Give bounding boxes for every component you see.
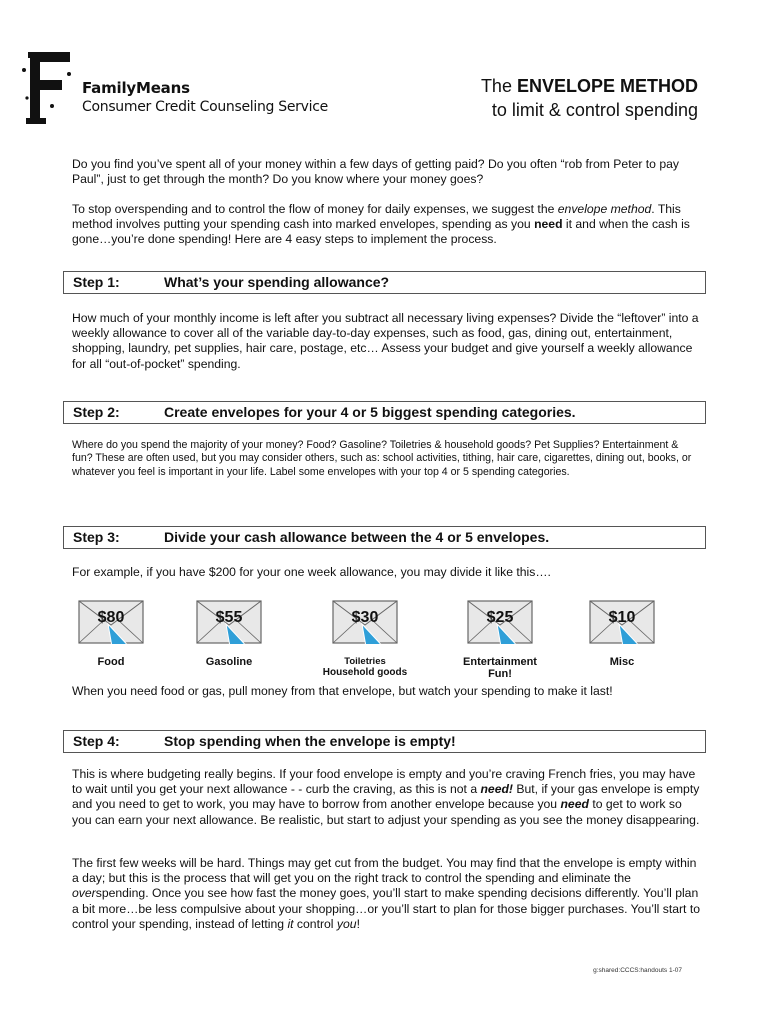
- envelope-label-line-1: Food: [97, 656, 125, 668]
- step-title: Divide your cash allowance between the 4 or 5 envelopes.: [164, 529, 550, 545]
- step-2-body: Where do you spend the majority of your money? Food? Gasoline? Toiletries & household goods? Pet Supplies? Entertainment & fun? These are often used, but you may consider others, such as: school activities, tithing, hair care, cigarettes, dining out, books, or whatever you feel is important in your life. Label some envelopes with your top 4 or 5 spending categories.: [72, 439, 692, 478]
- envelope-icon: [196, 600, 262, 644]
- page-title: The ENVELOPE METHOD: [480, 76, 698, 96]
- envelope-label: [562, 656, 682, 668]
- step-number: Step 3:: [73, 529, 120, 545]
- step-3-header: [63, 526, 706, 549]
- envelope-label-line-1: Gasoline: [205, 656, 253, 668]
- footer-path: g:shared:CCCS:handouts 1-07: [593, 967, 682, 974]
- step-2-header: [63, 401, 706, 424]
- envelope-icon: [78, 600, 144, 644]
- envelope-amount: $10: [608, 609, 636, 626]
- envelope-label-line-1: Misc: [609, 656, 635, 668]
- envelope-label: [169, 656, 289, 668]
- step-4-paragraph-2: The first few weeks will be hard. Things may get cut from the budget. You may find that the envelope is empty within a day; but this is the process that will get you on the right track to control the spending and eliminate the overspending. Once you see how fast the money goes, you’ll start to make spending decisions differently. You’ll plan a bit more…be less compulsive about your shopping…or you’ll start to plan for those bigger purchases. You’ll start to control your spending, instead of letting it control you!: [72, 856, 700, 931]
- envelope-label: [440, 656, 560, 680]
- step-title: Stop spending when the envelope is empty!: [164, 733, 456, 749]
- envelope-amount: $30: [351, 609, 379, 626]
- step-number: Step 1:: [73, 274, 120, 290]
- step-4-header: [63, 730, 706, 753]
- envelope-icon: [589, 600, 655, 644]
- envelope-label: [305, 656, 425, 678]
- familymeans-logo-icon: [22, 48, 74, 126]
- org-subtitle: Consumer Credit Counseling Service: [82, 99, 328, 115]
- envelope-label-line-2: Fun!: [488, 668, 512, 680]
- step-title: Create envelopes for your 4 or 5 biggest spending categories.: [164, 404, 576, 420]
- step-3-body: For example, if you have $200 for your one week allowance, you may divide it like this….: [72, 565, 551, 579]
- envelope-amount: $80: [97, 609, 125, 626]
- org-name: FamilyMeans: [82, 79, 190, 97]
- envelope-amount: $25: [486, 609, 514, 626]
- step-1-body: How much of your monthly income is left after you subtract all necessary living expenses? Divide the “leftover” into a weekly allowance to cover all of the variable day-to-day expenses, such as food, gas, dining out, entertainment, shopping, laundry, pet supplies, hair care, postage, etc… Assess your budget and give yourself a weekly allowance for all “out-of-pocket” spending.: [72, 311, 699, 371]
- envelope-label: [51, 656, 171, 668]
- step-3-after: When you need food or gas, pull money from that envelope, but watch your spending to make it last!: [72, 684, 613, 698]
- step-1-header: [63, 271, 706, 294]
- envelope-label-line-1: Entertainment: [463, 656, 537, 668]
- intro-paragraph-2: To stop overspending and to control the flow of money for daily expenses, we suggest the envelope method. This method involves putting your spending cash into marked envelopes, spending as you need it and when the cash is gone…you’re done spending! Here are 4 easy steps to implement the process.: [72, 202, 690, 247]
- envelope-icon: [332, 600, 398, 644]
- intro-paragraph-1: Do you find you’ve spent all of your money within a few days of getting paid? Do you often “rob from Peter to pay Paul”, just to get through the month? Do you know where your money goes?: [72, 157, 680, 187]
- envelope-label-line-2: Household goods: [322, 667, 408, 678]
- step-4-paragraph-1: This is where budgeting really begins. If your food envelope is empty and you’re craving French fries, you may have to wait until you get your next allowance - - curb the craving, as this is not a need! But, if your gas envelope is empty and you need to get to work, you may have to borrow from another envelope because you need to get to work so you can earn your next allowance. Be realistic, but start to adjust your spending as you see the money disappearing.: [72, 767, 700, 827]
- step-title: What’s your spending allowance?: [164, 274, 390, 290]
- step-number: Step 4:: [73, 733, 120, 749]
- envelope-label-line-1: Toiletries: [344, 656, 386, 667]
- envelope-icon: [467, 600, 533, 644]
- envelope-amount: $55: [215, 609, 243, 626]
- step-number: Step 2:: [73, 404, 120, 420]
- page-subtitle: to limit & control spending: [491, 100, 698, 120]
